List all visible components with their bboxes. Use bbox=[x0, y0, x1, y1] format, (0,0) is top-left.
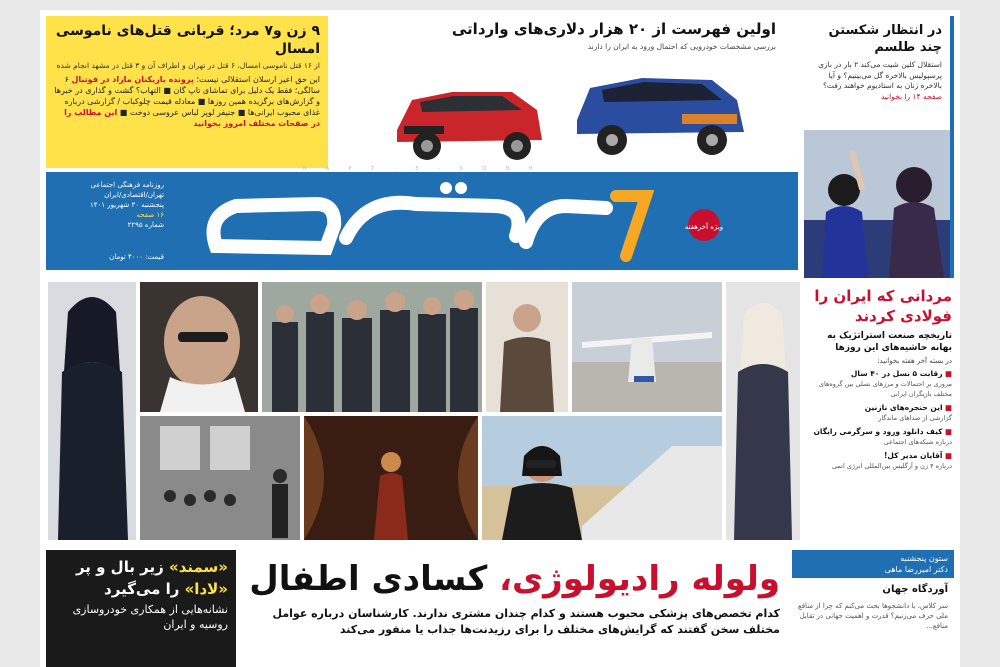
column-header bbox=[792, 550, 954, 578]
teaser-honor-killings[interactable] bbox=[46, 16, 328, 168]
photo-grid bbox=[48, 282, 958, 544]
feature-item[interactable]: ■ آقایان مدیر کل! درباره ۴ زن و آرگلیس بین‌المللی انرژی اتمی bbox=[806, 451, 952, 471]
teaser-football-curses[interactable] bbox=[804, 16, 954, 278]
feature-sub: تاریخچه صنعت استراتژیک به بهانه حاشیه‌های این روزها bbox=[827, 331, 952, 353]
issue-number: شماره ۲۲۹۵ bbox=[127, 221, 164, 229]
main-headline-black: کسادی اطفال bbox=[249, 559, 500, 599]
red-car bbox=[397, 92, 542, 160]
newspaper-front-page bbox=[40, 10, 960, 667]
info-line: روزنامه فرهنگی اجتماعی bbox=[90, 181, 164, 189]
teaser-item: این مطالب را در صفحات مختلف امروز بخوانید bbox=[64, 108, 320, 128]
story-subline: نشانه‌هایی از همکاری خودروسازی روسیه و ایران bbox=[72, 603, 228, 631]
badge-label: ویژه آخرهفته bbox=[684, 223, 724, 231]
teaser-item: ۶ سالگی؛ فقط یک دلیل برای تماشای تاپ گان bbox=[64, 75, 320, 95]
feature-steel-story[interactable] bbox=[800, 282, 958, 540]
story-line-highlight: «سمند» bbox=[169, 558, 228, 576]
feature-note: در بسته آخر هفته بخوانید: bbox=[877, 357, 952, 365]
main-lede: کدام تخصص‌های پزشکی محبوب هستند و کدام چندان مشتری ندارند. کارشناسان درباره عوامل مختلف سخن گفتند که گرایش‌های مختلف را برای رزیدنت‌ها جذاب یا منفور می‌کند bbox=[272, 607, 780, 636]
story-line bbox=[54, 578, 228, 600]
teaser-item: جنیفر لوپز لباس عروسی دوخت bbox=[129, 108, 236, 117]
story-line-text: را می‌گیرد bbox=[104, 580, 185, 598]
price: قیمت: ۴۰۰۰ تومان bbox=[109, 253, 164, 261]
column-label: ستون پنجشنبه bbox=[900, 554, 948, 563]
teaser-headline: ۹ زن و۷ مرد؛ قربانی قتل‌های ناموسی امسال bbox=[55, 23, 320, 57]
blue-car bbox=[577, 78, 744, 155]
feature-item[interactable]: ■ کیف دانلود ورود و سرگرمی رایگان درباره شبکه‌های اجتماعی bbox=[806, 427, 952, 447]
feature-item[interactable]: ■ رقابت ۵ نسل در ۴۰ سال مروری بر احتمالات و مرزهای نسلی بین گروه‌های مختلف بازیگران ایرانی bbox=[806, 369, 952, 399]
teaser-sub: بررسی مشخصات خودرویی که احتمال ورود به ایران را دارند bbox=[587, 42, 776, 51]
info-line: پنجشنبه ۳۰ شهریور ۱۴۰۱ bbox=[90, 201, 164, 209]
teaser-body: این حق اعیر ارسلان استقلالی نیست؛ پرونده بازیکنان مازاد در فوتبال ۶ سالگی؛ فقط یک دلیل برای تماشای تاپ گان ■ التهاب؟ گشت و گذاری در خبرها و گزارش‌های برگزیده همین روزها ■ معادله قیمت چلوکباب / گزارشی درباره غذای محبوب ایرانی‌ها ■ جنیفر لوپز لباس عروسی دوخت ■ این مطالب را در صفحات مختلف امروز بخوانید bbox=[54, 75, 320, 128]
fans-photo bbox=[804, 130, 950, 278]
column-title: آوردگاه جهان bbox=[882, 584, 948, 595]
feature-item-title: رقابت ۵ نسل در ۴۰ سال bbox=[850, 369, 943, 378]
haft-e-sobh-logo bbox=[196, 176, 656, 266]
info-line: تهران/اقتصادی/ایران bbox=[104, 191, 164, 199]
feature-item-desc: مروری بر احتمالات و مرزهای نسلی بین گروه‌های مختلف بازیگران ایرانی bbox=[818, 380, 952, 398]
teaser-lead: از ۱۶ قتل ناموسی امسال، ۶ قتل در تهران و اطراف آن و ۳ قتل در مشهد انجام شده bbox=[56, 61, 320, 70]
column-body: سر کلاس، با دانشجوها بحث می‌کنم که چرا از منافع ملی حرف می‌زنیم؟ قدرت و اهمیت جهانی در تقابل منافع... bbox=[797, 602, 948, 630]
weekend-badge-icon bbox=[674, 208, 734, 242]
feature-item[interactable]: ■ این حنجره‌های نازنین گزارشی از صداهای ماندگار bbox=[806, 403, 952, 423]
main-headline-red: ولوله رادیولوژی، bbox=[499, 559, 780, 599]
main-headline bbox=[248, 558, 780, 600]
masthead-info bbox=[54, 180, 164, 262]
column-author: دکتر امیررضا ماهی bbox=[884, 565, 948, 574]
feature-item-title: این حنجره‌های نازنین bbox=[864, 403, 943, 412]
teaser-imported-cars[interactable] bbox=[332, 16, 784, 168]
main-story[interactable] bbox=[240, 550, 788, 667]
masthead bbox=[46, 166, 798, 270]
elbaradei-photo[interactable] bbox=[140, 282, 258, 412]
feature-item-title: آقایان مدیر کل! bbox=[884, 451, 943, 460]
feature-item-desc: درباره ۴ زن و آرگلیس بین‌المللی انرژی اتمی bbox=[831, 462, 952, 470]
classroom-photo[interactable] bbox=[140, 416, 300, 540]
masthead-decoration: H A F T - E - S O B H bbox=[302, 166, 542, 172]
stage-photo[interactable] bbox=[304, 416, 478, 540]
story-line-text: زیر بال و پر bbox=[75, 558, 170, 576]
teaser-item: این حق اعیر ارسلان استقلالی نیست؛ bbox=[196, 75, 320, 84]
teaser-body bbox=[804, 56, 950, 102]
story-samand-lada[interactable] bbox=[46, 550, 236, 667]
feature-headline: مردانی که ایران را فولادی کردند bbox=[814, 287, 952, 325]
story-line bbox=[54, 556, 228, 578]
teaser-body-text: استقلال کلین شیت می‌کند ۲ بار در بازی پرسپولیس بالاخره گل می‌بینیم؟ و آیا بالاخره زنان به استادیوم خواهند رفت؟ bbox=[818, 60, 942, 90]
thursday-column[interactable] bbox=[792, 550, 954, 667]
story-line-highlight: «لادا» bbox=[184, 580, 228, 598]
actress-photo[interactable] bbox=[48, 282, 136, 540]
cars-photo bbox=[382, 56, 762, 166]
steel-industry-men-photo[interactable] bbox=[262, 282, 482, 412]
drone-photo[interactable] bbox=[572, 282, 722, 412]
feature-item-desc: گزارشی از صداهای ماندگار bbox=[878, 414, 952, 422]
teaser-headline: در انتظار شکستن چند طلسم bbox=[828, 23, 942, 55]
teaser-ref: صفحه ۱۴ را بخوانید bbox=[880, 91, 942, 101]
teaser-item: معادله قیمت چلوکباب / گزارشی درباره غذای محبوب ایرانی‌ها bbox=[64, 97, 320, 117]
woman-scarf-photo[interactable] bbox=[726, 282, 800, 540]
pilot-photo[interactable] bbox=[482, 416, 722, 540]
teaser-item: التهاب؟ گشت و گذاری در خبرها و گزارش‌های برگزیده همین روزها bbox=[54, 86, 320, 106]
feature-item-title: کیف دانلود ورود و سرگرمی رایگان bbox=[813, 427, 943, 436]
teaser-headline: اولین فهرست از ۲۰ هزار دلاری‌های وارداتی bbox=[451, 20, 776, 38]
feature-item-desc: درباره شبکه‌های اجتماعی bbox=[883, 438, 952, 446]
man-in-suit-photo[interactable] bbox=[486, 282, 568, 412]
teaser-item: پرونده بازیکنان مازاد در فوتبال bbox=[71, 75, 194, 84]
page-count: ۱۶ صفحه bbox=[136, 211, 164, 219]
